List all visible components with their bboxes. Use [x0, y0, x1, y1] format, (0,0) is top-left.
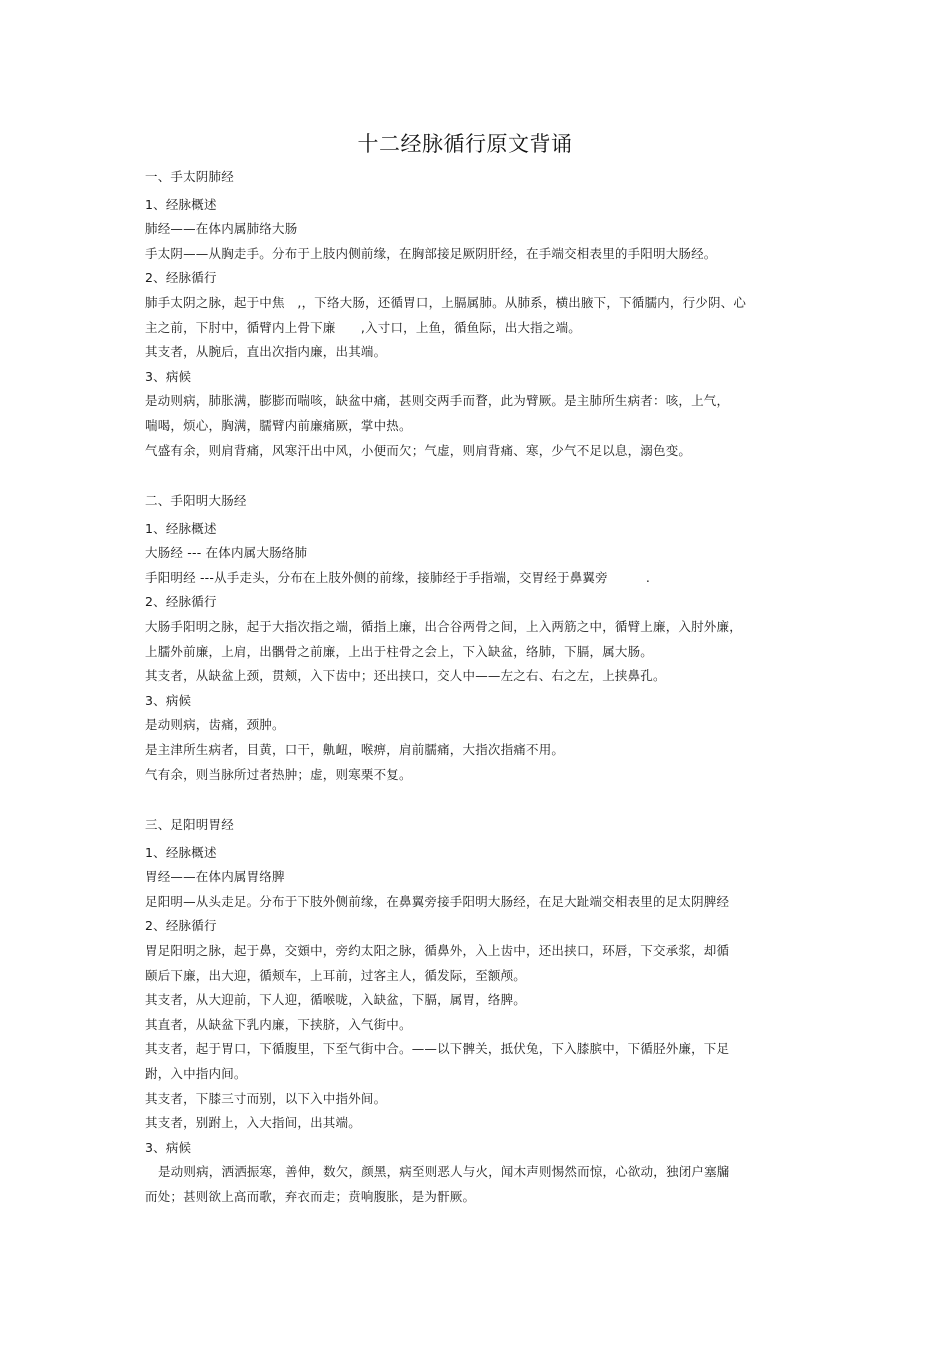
text-line: 手阳明经 ---从手走头，分布在上肢外侧的前缘，接肺经于手指端，交胃经于鼻翼旁 .: [145, 569, 651, 585]
subheading: 1、经脉概述: [145, 520, 217, 536]
text-line: 气盛有余，则肩背痛，风寒汗出中风，小便而欠；气虚，则肩背痛、寒，少气不足以息，溺色变。: [145, 442, 692, 458]
text-line: 其直者，从缺盆下乳内廉，下挟脐，入气街中。: [145, 1016, 412, 1032]
text-line: 是主津所生病者，目黄，口干，鼽衄，喉痹，肩前臑痛，大指次指痛不用。: [145, 741, 565, 757]
subheading: 3、病候: [145, 368, 192, 384]
text-line: 肺经——在体内属肺络大肠: [145, 221, 298, 237]
subheading: 2、经脉循行: [145, 270, 217, 286]
subheading: 3、病候: [145, 1139, 192, 1155]
text-line: 气有余，则当脉所过者热肿；虚，则寒栗不复。: [145, 766, 412, 782]
text-line: 主之前，下肘中，循臂内上骨下廉 ,入寸口，上鱼，循鱼际，出大指之端。: [145, 319, 581, 335]
text-line: 大肠手阳明之脉，起于大指次指之端，循指上廉，出合谷两骨之间，上入两筋之中，循臂上廉，入肘外廉，: [145, 618, 742, 634]
section-heading: 二、手阳明大肠经: [145, 493, 247, 508]
section-stomach-meridian: [145, 813, 765, 1210]
text-line: 上臑外前廉，上肩，出髃骨之前廉，上出于柱骨之会上，下入缺盆，络肺，下膈，属大肠。: [145, 643, 654, 659]
text-line: 大肠经 --- 在体内属大肠络肺: [145, 545, 308, 561]
subheading: 1、经脉概述: [145, 196, 217, 212]
text-line: 其支者，从腕后，直出次指内廉，出其端。: [145, 344, 387, 360]
text-line: 足阳明—从头走足。分布于下肢外侧前缘，在鼻翼旁接手阳明大肠经，在足大趾端交相表里的足太阴脾经: [145, 893, 730, 909]
text-line: 其支者，别跗上，入大指间，出其端。: [145, 1115, 361, 1131]
text-line: 手太阴——从胸走手。分布于上肢内侧前缘，在胸部接足厥阴肝经，在手端交相表里的手阳明大肠经。: [145, 245, 717, 261]
text-line: 是动则病，肺胀满，膨膨而喘咳，缺盆中痛，甚则交两手而瞀，此为臂厥。是主肺所生病者：咳，上气，: [145, 393, 730, 409]
subheading: 2、经脉循行: [145, 594, 217, 610]
text-line: 胃经——在体内属胃络脾: [145, 869, 285, 885]
text-line: 其支者，下膝三寸而别，以下入中指外间。: [145, 1090, 387, 1106]
text-line: 肺手太阴之脉，起于中焦 ,，下络大肠，还循胃口，上膈属肺。从肺系，横出腋下，下循臑内，行少阴、心: [145, 294, 747, 310]
text-line: 其支者，从大迎前，下人迎，循喉咙，入缺盆，下膈，属胃，络脾。: [145, 992, 527, 1008]
section-heading: 三、足阳明胃经: [145, 817, 234, 832]
text-line: 是动则病，齿痛，颈肿。: [145, 717, 285, 733]
section-lung-meridian: [145, 165, 765, 463]
text-line: 其支者，从缺盆上颈，贯颊，入下齿中；还出挟口，交人中——左之右、右之左，上挟鼻孔。: [145, 668, 666, 684]
text-line: 颐后下廉，出大迎，循颊车，上耳前，过客主人，循发际，至额颅。: [145, 967, 527, 983]
text-line: 而处；甚则欲上高而歌，弃衣而走；贲响腹胀，是为骭厥。: [145, 1188, 476, 1204]
text-line: 跗，入中指内间。: [145, 1065, 247, 1081]
text-line: 其支者，起于胃口，下循腹里，下至气街中合。——以下髀关，抵伏兔，下入膝膑中，下循胫外廉，下足: [145, 1041, 730, 1057]
page-title: 十二经脉循行原文背诵: [357, 132, 573, 156]
subheading: 1、经脉概述: [145, 844, 217, 860]
text-line: 胃足阳明之脉，起于鼻，交頞中，旁约太阳之脉，循鼻外，入上齿中，还出挟口，环唇，下交承浆，却循: [145, 942, 730, 958]
subheading: 2、经脉循行: [145, 918, 217, 934]
subheading: 3、病候: [145, 692, 192, 708]
text-line: 喘喝，烦心，胸满，臑臂内前廉痛厥，掌中热。: [145, 417, 412, 433]
text-line: 是动则病，洒洒振寒，善伸，数欠，颜黑，病至则恶人与火，闻木声则惕然而惊，心欲动，独闭户塞牖: [158, 1164, 730, 1180]
section-large-intestine-meridian: [145, 489, 765, 787]
section-heading: 一、手太阴肺经: [145, 169, 234, 184]
